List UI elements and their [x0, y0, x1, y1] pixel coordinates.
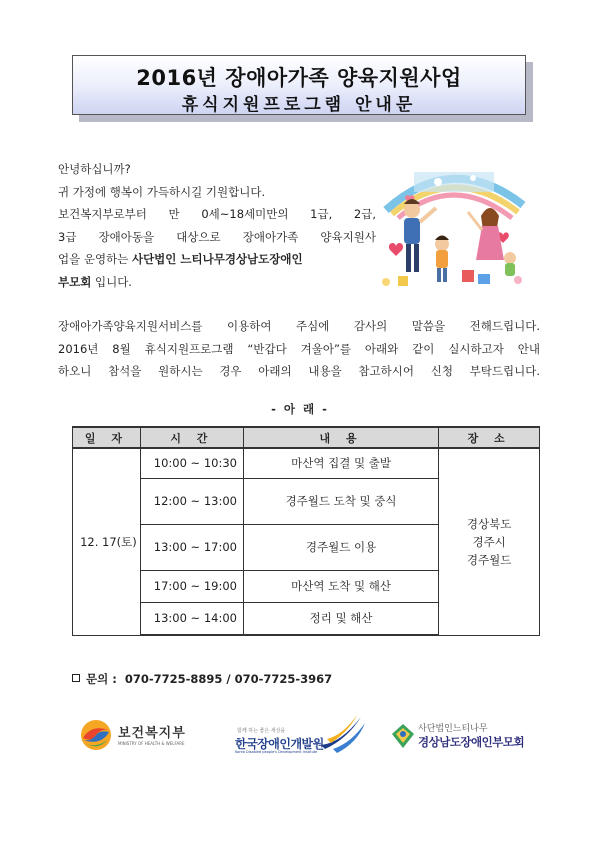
- paragraph-line-1: 장애아가족양육지원서비스를 이용하여 주심에 감사의 말씀을 전해드립니다.: [58, 319, 540, 333]
- parents-org-top: 사단법인느티나무: [418, 724, 488, 734]
- row-time: 10:00 ~ 10:30: [140, 448, 243, 478]
- row-time: 12:00 ~ 13:00: [140, 478, 243, 524]
- paragraph-line-2: 2016년 8월 휴식지원프로그램 “반갑다 겨울아”를 아래와 같이 실시하고자 안내: [58, 341, 540, 356]
- kodds-slogan: 함께 하는 좋은 세상을: [237, 728, 286, 734]
- row-time: 13:00 ~ 14:00: [140, 602, 243, 635]
- kodds-swoosh-icon: [317, 713, 367, 753]
- family-painting-illustration: [378, 160, 528, 292]
- mohw-logo: [79, 718, 199, 752]
- page-title: 2016년 장애아가족 양육지원사업: [136, 66, 462, 90]
- row-time: 17:00 ~ 19:00: [140, 570, 243, 602]
- parents-org-name: 경상남도장애인부모회: [418, 735, 525, 749]
- row-content: 경주월드 이용: [243, 524, 438, 570]
- intro-line-3: 보건복지부로부터 만 0세~18세미만의 1급, 2급,: [58, 207, 376, 221]
- header-date: 일 자: [73, 427, 141, 448]
- org-name-end: 부모회: [58, 274, 92, 289]
- table-row: [73, 448, 540, 478]
- row-content: 마산역 집결 및 출발: [243, 448, 438, 478]
- row-content: 정리 및 해산: [243, 602, 438, 635]
- parents-association-logo: [390, 720, 540, 752]
- schedule-date: 12. 17(토): [73, 448, 141, 635]
- mohw-english: MINISTRY OF HEALTH & WELFARE: [118, 741, 185, 746]
- intro-line-4: 3급 장애아동을 대상으로 장애아가족 양육지원사: [58, 229, 376, 244]
- schedule-place: 경상북도 경주시 경주월드: [439, 448, 540, 635]
- header-time: 시 간: [140, 427, 243, 448]
- table-header-row: [73, 427, 540, 448]
- row-content: 마산역 도착 및 해산: [243, 570, 438, 602]
- kodds-english: Korea Disabled people's Development Institute: [235, 750, 318, 754]
- mohw-emblem-icon: [79, 718, 113, 752]
- section-heading: - 아 래 -: [271, 402, 329, 416]
- intro-line-6: 부모회 입니다.: [58, 274, 132, 289]
- header-place: 장 소: [439, 427, 540, 448]
- title-banner: [72, 55, 526, 115]
- wish: 귀 가정에 행복이 가득하시길 기원합니다.: [58, 184, 266, 199]
- contact-label: 문의 :: [86, 672, 117, 686]
- mohw-name: 보건복지부: [118, 726, 186, 741]
- header-content: 내 용: [243, 427, 438, 448]
- schedule-table: [72, 426, 540, 636]
- paragraph-line-3: 하오니 참석을 원하시는 경우 아래의 내용을 참고하시어 신청 부탁드립니다.: [58, 364, 540, 378]
- kodds-logo: [231, 713, 366, 755]
- org-name: 사단법인 느티나무경상남도장애인: [131, 252, 303, 266]
- notice-paragraph: [58, 315, 540, 383]
- contact-phones: 070-7725-8895 / 070-7725-3967: [124, 672, 333, 686]
- row-time: 13:00 ~ 17:00: [140, 524, 243, 570]
- parents-emblem-icon: [390, 722, 416, 750]
- contact-info: [72, 671, 332, 687]
- greeting: 안녕하십니까?: [58, 162, 131, 176]
- kodds-name: 한국장애인개발원: [235, 737, 324, 751]
- row-content: 경주월드 도착 및 중식: [243, 478, 438, 524]
- checkbox-square-icon: [72, 674, 80, 682]
- intro-line-5: 업을 운영하는 사단법인 느티나무경상남도장애인: [58, 252, 303, 266]
- page-subtitle: 휴식지원프로그램 안내문: [181, 95, 417, 115]
- intro-text: [58, 158, 376, 293]
